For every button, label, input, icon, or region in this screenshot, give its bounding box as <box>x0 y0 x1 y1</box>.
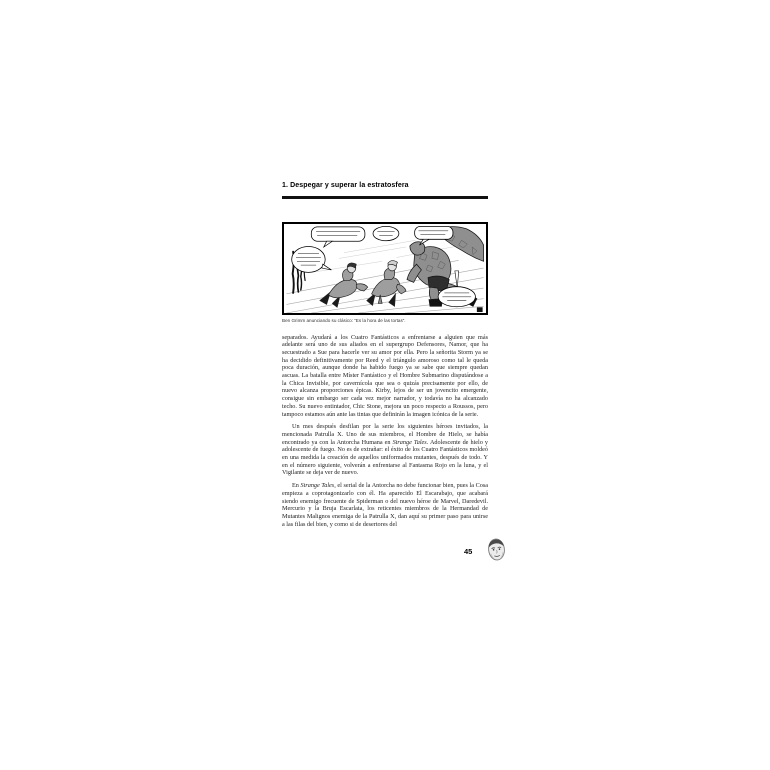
body-text <box>282 334 488 529</box>
author-face-icon <box>485 536 508 563</box>
speech-bubble <box>373 226 399 240</box>
paragraph-text: En <box>292 482 301 490</box>
paragraph-text: separados. Ayudará a los Cuatro Fantásticos a enfrentarse a alguien que más adelante será uno de sus aliados en el supergrupo Defensores, Namor, que ha secuestrado a Sue para hacerle ver su amor por ella. Pero la señorita Storm ya se ha decidido definitivamente por Reed y el triángulo amoroso como tal le queda poca duración, aunque donde ha habido fuego ya se sabe que siempre quedan ascuas. La batalla entre Míster Fantástico y el Hombre Submarino disputándose a la Chica Invisible, por cavernícola que sea o quizás precisamente por ello, de nuevo alcanza proporciones épicas. Kirby, lejos de ser un jovencito emergente, consigue sin embargo ser cada vez mejor narrador, y todavía no ha alcanzado techo. Su nuevo entintador, Chic Stone, mejora un poco respecto a Roussos, pero tampoco estamos aún ante las tintas que definirán la imagen icónica de la serie. <box>282 333 488 418</box>
figure-caption: Ben Grimm anunciando su clásico: “Es la hora de las tortas”. <box>282 317 406 323</box>
comic-panel-art <box>284 224 486 313</box>
paragraph-text: Un mes después desfilan por la serie los siguientes héroes invitados, la mencionada Patrulla X. Uno de sus miembros, el Hombre de Hielo, se había encontrado ya con la Antorcha Humana en <box>282 423 488 446</box>
page-content <box>282 182 488 567</box>
page-number: 45 <box>464 547 473 557</box>
italic-title-text: Strange Tales <box>392 438 427 446</box>
panel-corner-mark <box>477 307 483 312</box>
italic-title-text: Strange Tales <box>300 482 335 490</box>
paragraph-text: , el serial de la Antorcha no debe funcionar bien, pues la Cosa empieza a coprotagonizarlo con él. Ha aparecido El Escarabajo, que acabará siendo enemigo frecuente de Spiderman o del nuevo héroe de Marvel, Daredevil. Mercurio y la Bruja Escarlata, los reticentes miembros de la Hermandad de Mutantes Malignos enemiga de la Patrulla X, dan aquí su primer paso para unirse a las filas del bien, y como si de desertores del <box>282 482 489 528</box>
comic-figure <box>282 222 488 324</box>
paragraph-text: . Adolescente de hielo y adolescente de fuego. No es de extrañar: el éxito de los Cuatro Fantásticos moldeó en una medida la creación de aquellos uniformados mutantes, después de todo. Y en el número siguiente, volverán a enfrentarse al Fantasma Rojo en la luna, y el Vigilante se deja ver de nuevo. <box>282 438 488 477</box>
body-paragraph <box>282 423 488 477</box>
comic-panel-image <box>282 222 488 315</box>
page-header <box>282 182 488 199</box>
heading-rule <box>282 196 488 199</box>
page-footer <box>282 537 488 567</box>
body-paragraph <box>282 482 488 528</box>
chapter-heading: 1. Despegar y superar la estratosfera <box>282 182 409 189</box>
body-paragraph <box>282 334 488 419</box>
